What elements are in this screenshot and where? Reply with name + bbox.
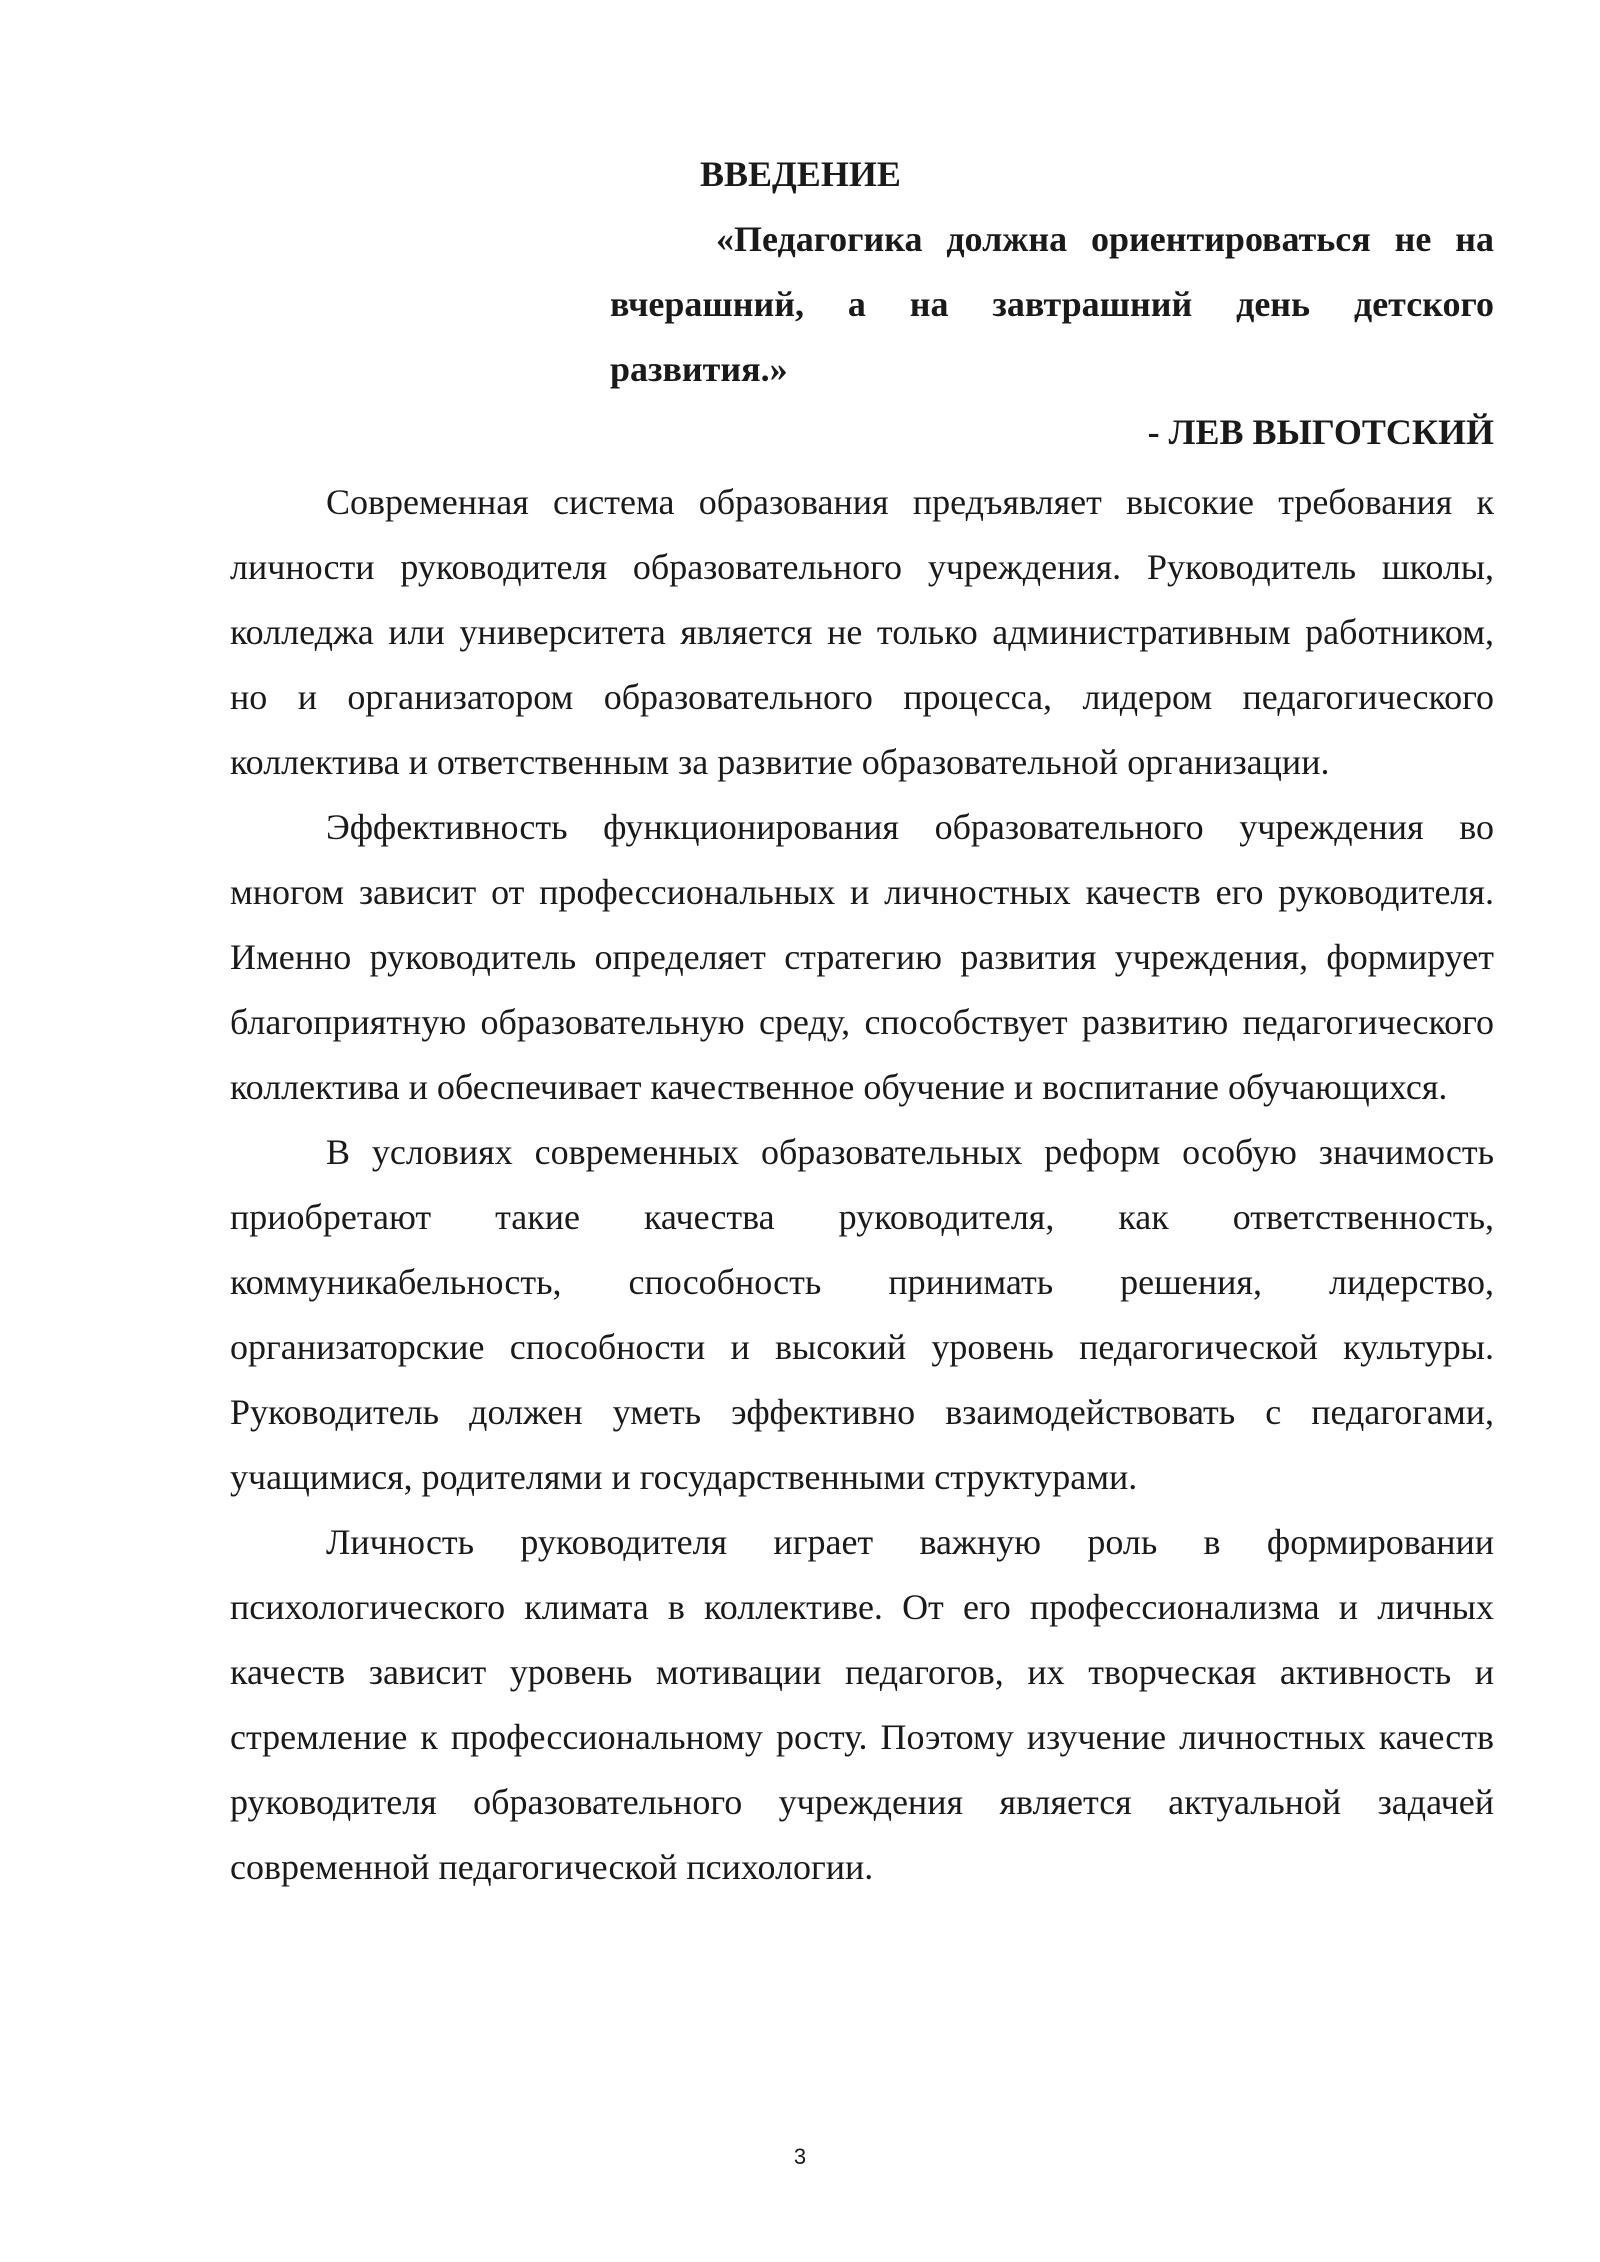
paragraph: В условиях современных образовательных реформ особую значимость приобретают такие качества руководителя, как ответственность, коммуникабельность, способность принимать решения, лидерство, организаторские способности и высокий уровень педагогической культуры. Руководитель должен уметь эффективно взаимодействовать с педагогами, учащимися, родителями и государственными структурами. [230, 1132, 1494, 1497]
section-heading: ВВЕДЕНИЕ [700, 154, 901, 194]
epigraph-author: - ЛЕВ ВЫГОТСКИЙ [1147, 412, 1494, 452]
paragraph: Личность руководителя играет важную роль в формировании психологического климата в коллективе. От его профессионализма и личных качеств зависит уровень мотивации педагогов, их творческая активность и стремление к профессиональному росту. Поэтому изучение личностных качеств руководителя образовательного учреждения является актуальной задачей современной педагогической психологии. [230, 1522, 1494, 1887]
page-number: 3 [793, 2144, 807, 2169]
paragraph: Современная система образования предъявляет высокие требования к личности руководителя образовательного учреждения. Руководитель школы, колледжа или университета является не только административным работником, но и организатором образовательного процесса, лидером педагогического коллектива и ответственным за развитие образовательной организации. [230, 482, 1494, 782]
body-text [230, 470, 1494, 1900]
paragraph: Эффективность функционирования образовательного учреждения во многом зависит от профессиональных и личностных качеств его руководителя. Именно руководитель определяет стратегию развития учреждения, формирует благоприятную образовательную среду, способствует развитию педагогического коллектива и обеспечивает качественное обучение и воспитание обучающихся. [230, 807, 1494, 1107]
epigraph-quote: «Педагогика должна ориентироваться не на вчерашний, а на завтрашний день детского развития.» [610, 219, 1494, 389]
